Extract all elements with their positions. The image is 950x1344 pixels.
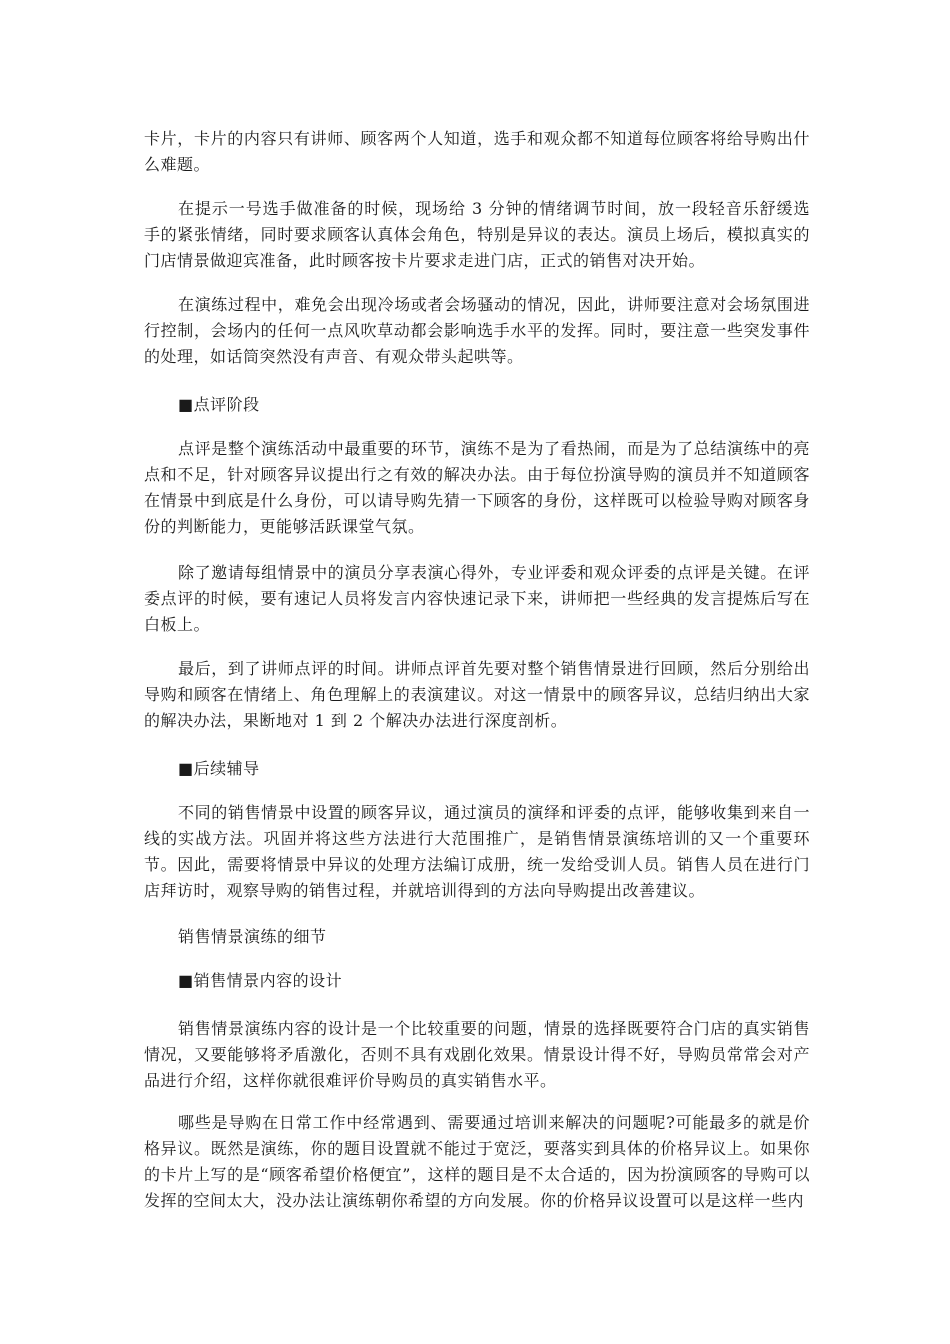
section-heading-review: ■点评阶段 [178, 395, 260, 414]
paragraph-price-objection: 哪些是导购在日常工作中经常遇到、需要通过培训来解决的问题呢?可能最多的就是价格异议。既然是演练，你的题目设置就不能过于宽泛，要落实到具体的价格异议上。如果你的卡片上写的是“顾客希望价格便宜”，这样的题目是不太合适的，因为扮演顾客的导购可以发挥的空间太大，没办法让演练朝你希望的方向发展。你的价格异议设置可以是这样一些内 [144, 1113, 810, 1210]
paragraph-preparation: 在提示一号选手做准备的时候，现场给 3 分钟的情绪调节时间，放一段轻音乐舒缓选手的紧张情绪，同时要求顾客认真体会角色，特别是异议的表达。演员上场后，模拟真实的门店情景做迎宾准备，此时顾客按卡片要求走进门店，正式的销售对决开始。 [144, 199, 810, 270]
paragraph-review-importance: 点评是整个演练活动中最重要的环节，演练不是为了看热闹，而是为了总结演练中的亮点和不足，针对顾客异议提出行之有效的解决办法。由于每位扮演导购的演员并不知道顾客在情景中到底是什么身份，可以请导购先猜一下顾客的身份，这样既可以检验导购对顾客身份的判断能力，更能够活跃课堂气氛。 [144, 439, 810, 536]
paragraph-content-design: 销售情景演练内容的设计是一个比较重要的问题，情景的选择既要符合门店的真实销售情况，又要能够将矛盾激化，否则不具有戏剧化效果。情景设计得不好，导购员常常会对产品进行介绍，这样你就很难评价导购员的真实销售水平。 [144, 1019, 810, 1090]
section-title-details: 销售情景演练的细节 [178, 927, 327, 946]
paragraph-lecturer-review: 最后，到了讲师点评的时间。讲师点评首先要对整个销售情景进行回顾，然后分别给出导购和顾客在情绪上、角色理解上的表演建议。对这一情景中的顾客异议，总结归纳出大家的解决办法，果断地对 1 到 2 个解决办法进行深度剖析。 [144, 659, 810, 730]
section-heading-content-design: ■销售情景内容的设计 [178, 971, 343, 990]
paragraph-drill-control: 在演练过程中，难免会出现冷场或者会场骚动的情况，因此，讲师要注意对会场氛围进行控制，会场内的任何一点风吹草动都会影响选手水平的发挥。同时，要注意一些突发事件的处理，如话筒突然没有声音、有观众带头起哄等。 [144, 295, 810, 366]
paragraph-judges-review: 除了邀请每组情景中的演员分享表演心得外，专业评委和观众评委的点评是关键。在评委点评的时候，要有速记人员将发言内容快速记录下来，讲师把一些经典的发言提炼后写在白板上。 [144, 563, 810, 634]
section-heading-followup: ■后续辅导 [178, 759, 260, 778]
paragraph-followup-coaching: 不同的销售情景中设置的顾客异议，通过演员的演绎和评委的点评，能够收集到来自一线的实战方法。巩固并将这些方法进行大范围推广，是销售情景演练培训的又一个重要环节。因此，需要将情景中异议的处理方法编订成册，统一发给受训人员。销售人员在进行门店拜访时，观察导购的销售过程，并就培训得到的方法向导购提出改善建议。 [144, 803, 810, 900]
paragraph-card-intro: 卡片，卡片的内容只有讲师、顾客两个人知道，选手和观众都不知道每位顾客将给导购出什么难题。 [144, 129, 810, 174]
